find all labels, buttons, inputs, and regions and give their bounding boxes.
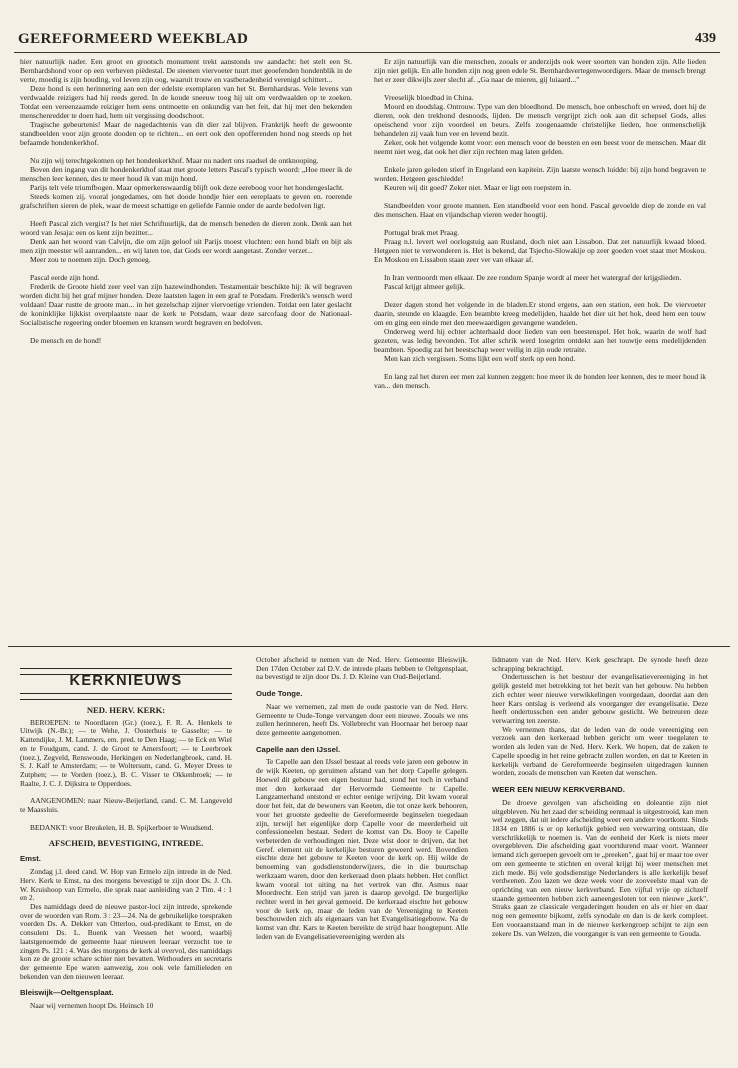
emst-heading: Emst. (20, 854, 41, 864)
paragraph: Dezer dagen stond het volgende in de bladen.Er stond ergens, aan een station, een hok. De viervoeter daarin, steunde en klaagde. Een beambte kreeg medelijden, haalde het dier uit het hok, deed hem een touw om en ging een einde met den meewaardigen gevangene wandelen. (374, 300, 706, 328)
article-column-right (374, 57, 706, 457)
section-divider (8, 646, 730, 647)
paragraph: We vernemen thans, dat de leden van de oude vereeniging een verzoek aan den kerkeraad hebben gericht om weer toegelaten te worden als leden van de Ned. Herv. Kerk. We hopen, dat de zaken te Capelle spoedig in het reine gebracht zullen worden, en dat te Keeten in kerkelijk verband de Gereformeerde beginselen uitgedragen kunnen worden, zooals de menschen van Keeten dat wenschen. (492, 724, 708, 778)
paragraph: Tragische gebeurtenis! Maar de nagedachtenis van dit dier zal blijven. Frankrijk heeft de gewoonte standbeelden voor zijn groote dooden op te richten... en eert ook den opofferenden hond nog steeds op het befaamde hondenkerkhof. (20, 120, 352, 148)
weer-heading: WEER EEN NIEUW KERKVERBAND. (492, 785, 625, 795)
paragraph: Deze hond is een herinnering aan een der edelste exemplaren van het St. Bernhardsras. Vele levens van verdwaalde reizigers had hij reeds gered. In de koude sneeuw toog hij uit om verdwaalden op te zoeken. Totdat een vereenzaamde reiziger hem eens ontmoette en onkundig van het feit, dat hij met den bekenden menschenredder te doen had, hem uit vergissing doodschoot. (20, 84, 352, 121)
paragraph: October afscheid te nemen van de Ned. Herv. Gemeente Bleiswijk. Den 17den October zal D.V. de intrede plaats hebben te Oeltgensplaat, na bevestigd te zijn door Ds. J. D. Kleine van Oud-Beijerland. (256, 656, 468, 682)
paragraph: Vreeselijk bloedbad in China. (384, 93, 474, 103)
paragraph: Praag n.l. levert wel oorlogstuig aan Rusland, doch niet aan Lissabon. Dat zet natuurlijk kwaad bloed. Hetgeen niet te verwonderen is. Het is bekend, dat Tsjecho-Slowakije op zeer goeden voet staat met Moskou. En Moskou en Lissabon staan zeer ver van elkaar af. (374, 237, 706, 265)
paragraph: lidmaten van de Ned. Herv. Kerk geschrapt. De synode heeft deze schrapping bekrachtigd. (492, 656, 708, 673)
paragraph: Te Capelle aan den IJssel bestaat al reeds vele jaren een gebouw in de wijk Keeten, op geruimen afstand van het dorp Capelle gelegen. Hoewel dit gebouw een eigen bestuur had, stond het toch in verband met den kerkeraad der Hervormde Gemeente te Capelle. Langzamerhand ontstond er echter eenige wrijving. Dit kwam vooral door het feit, dat de bewoners van Keeten, die tot onze kerk behooren, voor het grootste gedeelte de Gereformeerde beginselen toegedaan zijn, terwijl het eigenlijke dorp Capelle voor de meerderheid uit confessioneelen bestaat. Sedert de komst van Ds. Booy te Capelle verbeterden de verhoudingen niet. Deze wist door te drijven, dat het Geref. element uit de kerkelijke besturen geweerd werd. Bovendien eischte deze het gebouw te Keeten voor de kerk op. Hij wilde de benoeming van godsdienstonderwijzers, die in die buurtschap werkzaam waren, door den kerkeraad doen plaats hebben. Het conflict kwam vooral tot uiting na het vertrek van dhr. Asmus naar Moordrecht. Een strijd van jaren is daarop gevolgd. De burgerlijke rechter werd in het geval gemoeid. De kerkeraad eischte het gebouw voor de kerk op, maar de leden van de Vereeniging te Keeten beschouwden zich als eigenaars van het Evangelisatiegebouw. Na de komst van dhr. Kars te Keeten bereikte de strijd haar hoogtepunt. Alle leden van de Evangelisatievereeniging werden als (256, 757, 468, 941)
church-subheading: NED. HERV. KERK: (86, 705, 166, 715)
kerknieuws-banner (20, 668, 232, 700)
kerknieuws-column-1 (20, 656, 232, 1026)
paragraph: Naar we vernemen, zal men de oude pastorie van de Ned. Herv. Gemeente te Oude-Tonge vervangen door een nieuwe. Zooals we ons zullen herinneren, heeft Ds. Vollebrecht van Hoornaar het beroep naar deze gemeente aangenomen. (256, 701, 468, 738)
kerknieuws-column-2 (256, 656, 468, 1026)
paragraph: Enkele jaren geleden stierf in Engeland een kapitein. Zijn laatste wensch luidde: bij zijn hond begraven te worden. Hetgeen geschiedde! (374, 165, 706, 184)
kerknieuws-column-3 (492, 656, 708, 1026)
paragraph: hier natuurlijk nader. Een groot en grootsch monument trekt aanstonds uw aandacht: het stelt een St. Bernhardshond voor op een verheven piëdestal. De steenen viervoeter tuurt met geoefenden hondenblik in de verte, moedig is zijn houding, vol leven zijn oog, waaruit trouw en vastberadenheid verenigd schittert... (20, 57, 352, 85)
paragraph: Parijs telt vele triumfbogen. Maar opmerkenswaardig blijft ook deze eereboog voor het hondengeslacht. (30, 183, 344, 193)
article-column-left (20, 57, 352, 605)
paragraph: In Iran vermoordt men elkaar. De zee rondom Spanje wordt al meer het watergraf der krijgslieden. (384, 273, 682, 283)
paragraph: BEDANKT: voor Breukelen, H. B. Spijkerboer te Woudsend. (30, 822, 214, 832)
paragraph: Frederik de Groote hield zeer veel van zijn hazewindhonden. Testamentair beschikte hij: ik wil begraven worden dicht bij het graf mijner honden. Deze laatsten lagen in een graf te Potsdam. Frederik's wensch werd voldaan! Daar rustte de groote man... in het gezelschap zijner viervoetige vrienden. Totdat een later geslacht de koninklijke lijkkist overplaatste naar de kerk te Potsdam, waar deze sarcofaag door de Nationaal-Socialistische regeering onder bloemen en kransen wordt begraven en bedolven. (20, 282, 352, 328)
section-title: KERKNIEUWS (69, 673, 183, 689)
paragraph: AANGENOMEN: naar Nieuw-Beijerland, cand. C. M. Langeveld te Maassluis. (20, 796, 232, 815)
paragraph: Boven den ingang van dit hondenkerkhof staat met groote letters Pascal's typisch woord: „Hoe meer ik de menschen leer kennen, des te meer houd ik van mijn hond. (20, 165, 352, 184)
afscheid-heading: AFSCHEID, BEVESTIGING, INTREDE. (48, 837, 204, 848)
paragraph: Denk aan het woord van Calvijn, die om zijn geloof uit Parijs moest vluchten: een hond blaft en bijt als men zijn meester wil aanranden... en wij laten toe, dat Gods eer wordt aangetast. Zonder verzet... (20, 237, 352, 256)
paragraph: Moord en doodslag. Ontrouw. Type van den bloedhond. De mensch, hoe onbeschoft en wreed, doet hij de dieren, ook den trekhond desnoods, lijden. De mensch vergrijpt zich ook aan dit schepsel Gods, alles opeischend voor zijn voordeel en beurs. Zelfs zoogenaamde christelijke lieden, hoe onmenschelijk behandelen zij vaak hun vee en levend bezit. (374, 102, 706, 139)
paragraph: En lang zal het duren eer men zal kunnen zeggen: hoe meer ik de honden leer kennen, des te meer houd ik van... den mensch. (374, 372, 706, 391)
paragraph: Zeker, ook het volgende komt voor: een mensch voor de beesten en een beest voor de menschen. Maar dit neemt niet weg, dat ook het dier zijn rechten mag laten gelden. (374, 138, 706, 157)
paragraph: Pascal eerde zijn hond. (30, 273, 100, 283)
paragraph: Nu zijn wij terechtgekomen op het hondenkerkhof. Maar nu nadert ons raadsel de ontknooping. (30, 156, 319, 166)
bleiswijk-heading: Bleiswijk—Oeltgensplaat. (20, 988, 114, 998)
paragraph: Naar wij vernemen hoopt Ds. Heinsch 10 (30, 1001, 154, 1011)
paragraph: Ondertusschen is het bestuur der evangelisatievereeniging in het gelijk gesteld met betrekking tot het bezit van het gebouw. Nu hebben zich echter weer nieuwe verwikkelingen voorgedaan, doordat aan den heer Kars ontslag is verleend als voorganger der evangelisatie. Deze heeft ondertusschen een ander gebouw gesticht. We betreuren deze verwarring ten zeerste. (492, 672, 708, 726)
paragraph: De droeve gevolgen van afscheiding en doleantie zijn niet uitgebleven. Nu het zaad der scheiding eenmaal is uitgestrooid, kan men wel zeggen, dat uit iedere afscheiding weer een andere voortkomt. Sinds 1834 en 1886 is er op kerkelijk gebied een verwarring ontstaan, die verschrikkelijk te noemen is. Van de eenheid der Kerk is niets meer overgebleven. Die afscheiding gaat voortdurend maar voort. Wanneer iemand zich geroepen gevoelt om te „preeken", gaat hij er maar toe over om een gemeente te stichten en overal krijgt hij weer menschen met zich mede. Bij vele godsdienstige Nederlanders is alle kerkelijk besef verdwenen. Zoo lazen we deze week voor de zooveelste maal van de oprichting van een nieuw kerkverband. Een vijftal vrije op zichzelf staande gemeenten hebben zich aaneengesloten tot een nieuwe „kerk". Straks gaan ze classicale vergaderingen houden en als er hier en daar nog een gemeente bijkomt, zelfs synodale en dan is de kerk compleet. Een vooraanstaand man in de nieuwe kerkengroep schijnt te zijn een zekere Ds. van Welzen, die voorganger is van een gemeente te Gouda. (492, 797, 708, 938)
paragraph: Keuren wij dit goed? Zeker niet. Maar er ligt een roepstem in. (384, 183, 572, 193)
paragraph: Standbeelden voor groote mannen. Een standbeeld voor een hond. Pascal gevoelde diep de zonde en val des menschen. Haat en vijandschap vieren weder hoogtij. (374, 201, 706, 220)
paragraph: BEROEPEN: te Noordlaren (Gr.) (toez.), F. R. A. Henkels te Uitwijk (N.-Br.); — te Wehe, J. Oosterhuis te Gasselte; — te Kattendijke, J. M. Lammers, em. pred. te Den Haag; — te Eck en Wiel en te Foudgum, cand. J. de Groot te Amersfoort; — te Leerbroek (toez.), Zegveld, Renswoude, Herkingen en Nederlangbroek, cand. H. S. J. Kalf te Amsterdam; — te Woltersum, cand. G. Meyer Drees te Zutphen; — te Vorden (toez.), B. C. Visser te Okkenbroek; — te Raalte, J. C. J. Dijkstra te Opperdoes. (20, 717, 232, 788)
paragraph: Heeft Pascal zich vergist? Is het niet Schriftuurlijk, dat de mensch beneden de dieren zonk. Denk aan het woord van Jesaja: een os kent zijn bezitter... (20, 219, 352, 238)
paragraph: Onderweg werd hij echter achterhaald door lieden van een beestenspel. Het hok, waarin de wolf had gezeten, was ledig bevonden. Tot aller schrik werd losegrim ontdekt aan het touwtje eens medelijdenden beambten. Spoedig zat het beestschap weer veilig in zijn oude retraite. (374, 327, 706, 355)
capelle-heading: Capelle aan den IJssel. (256, 744, 341, 754)
masthead (14, 30, 720, 53)
paragraph: Zondag j.l. deed cand. W. Hop van Ermelo zijn intrede in de Ned. Herv. Kerk te Emst, na des morgens bevestigd te zijn door Ds. J. Ch. W. Kruishoop van Ermelo, die sprak naar aanleiding van 2 Tim. 4 : 1 en 2. (20, 867, 232, 903)
banner-rule-bottom (20, 693, 232, 700)
publication-title: GEREFORMEERD WEEKBLAD (18, 31, 249, 47)
paragraph: De mensch en de hond! (30, 336, 102, 346)
paragraph: Men kan zich vergissen. Soms lijkt een wolf sterk op een hond. (384, 354, 576, 364)
paragraph: Meer zou te noemen zijn. Doch genoeg. (30, 255, 151, 265)
paragraph: Steeds komen zij, vooral jongedames, om het doode hondje hier een eereplaats te geven en. roerende grafschriften sieren de plek, waar de meest schattige en geliefde Fannie onder de aarde bedolven ligt. (20, 192, 352, 211)
page-number: 439 (695, 31, 716, 46)
oude-tonge-heading: Oude Tonge. (256, 689, 303, 699)
paragraph: Er zijn natuurlijk van die menschen, zooals er anderzijds ook weer soorten van honden zijn. Alle lieden zijn niet gelijk. En alle honden zijn nog geen edele St. Bernhardsvertegenwoordigers. Maar de mensch brengt het er zeer dikwijls zeer slecht af. „Ga naar de mieren, gij luiaard..." (374, 57, 706, 85)
paragraph: Pascal krijgt almeer gelijk. (384, 282, 465, 292)
paragraph: Des namiddags deed de nieuwe pastor-loci zijn intrede, sprekende over de woorden van Rom. 3 : 23—24. Na de gebruikelijke toespraken voerden Ds. A. Dekker van Otterloo, oud-predikant te Emst, en de consulent Ds. L. Buenk van Veessen het woord, waarbij laatstgenoemde de gemeente haar nieuwen leeraar verzocht toe te zingen Ps. 121 : 4. Was des morgens de kerk al overvol, des namiddags kon ze de groote schare schier niet bevatten. Wethouders en secretaris der gemeente Epe waren aanwezig, zoo ook vele familieleden en bekenden van den nieuwen leeraar. (20, 901, 232, 981)
paragraph: Portugal brak met Praag. (384, 228, 460, 238)
